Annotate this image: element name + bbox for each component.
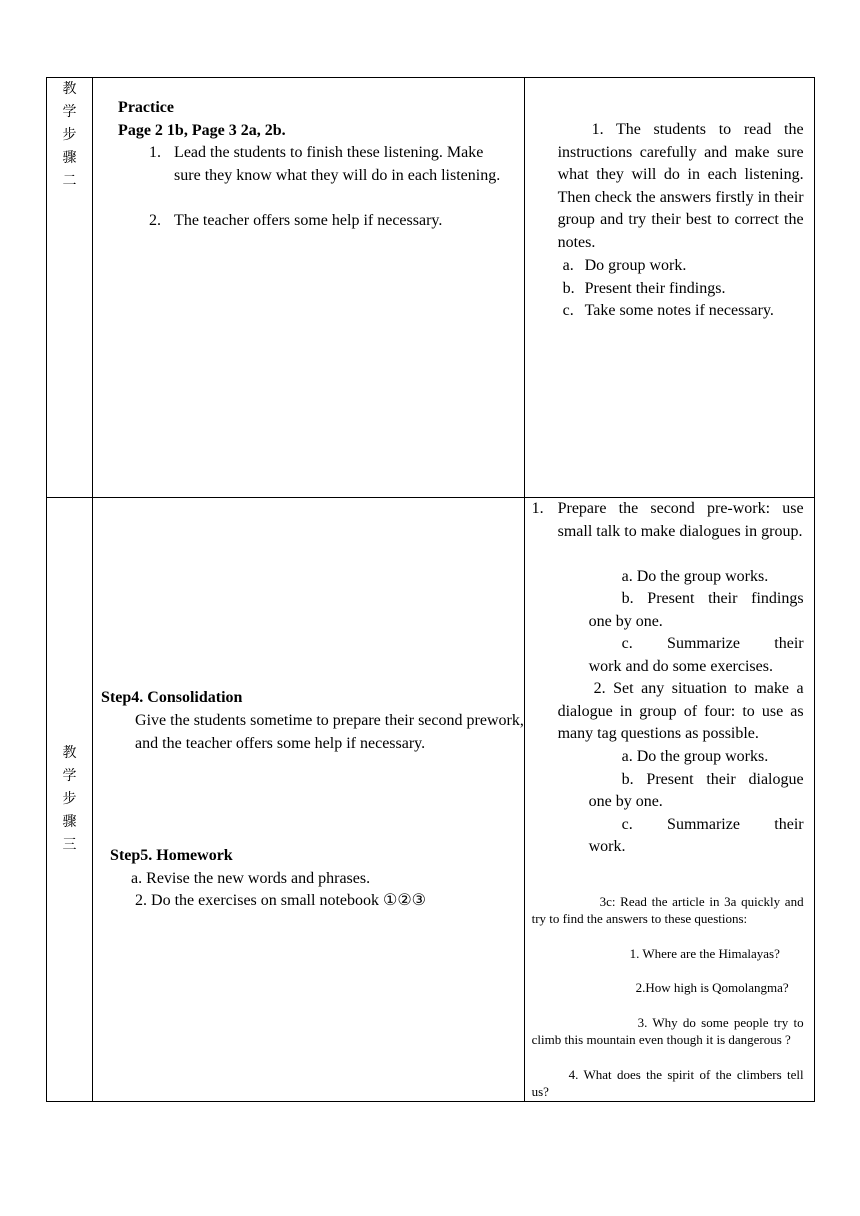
list-text: Present their findings. [584,280,726,297]
table-row [47,78,815,498]
label-char: 步 [62,791,77,807]
step4-heading: Step4. Consolidation [101,689,243,706]
sub-item-cont: one by one. [588,613,663,630]
sub-item: b. Present their dialogue [621,771,804,788]
list-text: Prepare the second pre-work: use small talk to make dialogues in group. [557,500,804,540]
label-char: 学 [62,768,77,784]
sub-item: c. Summarize their [621,635,804,652]
homework-item: 2. Do the exercises on small notebook ①②③ [135,892,427,909]
step-label-cell [47,498,93,1102]
label-char: 学 [62,104,77,120]
step4-text: Give the students sometime to prepare their second prework, and the teacher offers some help if necessary. [135,712,524,752]
lesson-plan-table [46,77,815,1102]
label-char: 教 [62,81,77,97]
question-item: 2.How high is Qomolangma? [635,980,789,995]
homework-item: a. Revise the new words and phrases. [131,870,371,887]
list-item [563,255,687,278]
sub-item: b. Present their findings [621,590,804,607]
list-number: 1. [149,144,162,161]
step-label-cell [47,78,93,498]
list-item [563,278,726,301]
teacher-activity-cell [93,498,525,1102]
list-number: 1. [531,500,544,517]
step-label [47,742,92,857]
sub-item: a. Do the group works. [621,568,769,585]
label-char: 骤 [62,150,77,166]
label-char: 骤 [62,814,77,830]
list-text: Take some notes if necessary. [584,302,774,319]
step-label [47,78,92,193]
list-text: Do group work. [584,257,687,274]
label-char: 步 [62,127,77,143]
list-letter: a. [562,257,574,274]
list-item [149,210,511,233]
label-char: 教 [62,745,77,761]
section-subheading: Page 2 1b, Page 3 2a, 2b. [118,122,286,139]
reading-task-intro: 3c: Read the article in 3a quickly and try to find the answers to these questions: [531,894,804,927]
question-item: 4. What does the spirit of the climbers tell us? [531,1067,804,1100]
question-item: 1. Where are the Himalayas? [629,946,780,961]
sub-item-cont: work and do some exercises. [588,658,773,675]
student-activity-cell [524,78,814,498]
student-activity-cell [524,498,814,1102]
list-letter: c. [562,302,574,319]
sub-item: a. Do the group works. [621,748,769,765]
student-instructions: 1. The students to read the instructions carefully and make sure what they will do in each listening. Then check the answers firstly in their group and try their best to correct the notes. [557,121,804,251]
sub-item-cont: one by one. [588,793,663,810]
label-char: 二 [62,173,77,189]
list-text: 2. Set any situation to make a dialogue in group of four: to use as many tag questions as possible. [557,680,804,743]
list-item [563,300,774,323]
section-heading: Practice [118,99,174,116]
table-row [47,498,815,1102]
teacher-activity-cell [93,78,525,498]
list-item [149,142,511,187]
list-text: Lead the students to finish these listening. Make sure they know what they will do in each listening. [174,144,501,184]
question-item: 3. Why do some people try to climb this mountain even though it is dangerous ? [531,1015,804,1048]
list-number: 2. [149,212,162,229]
list-letter: b. [562,280,575,297]
label-char: 三 [62,837,77,853]
sub-item-cont: work. [588,838,626,855]
step5-heading: Step5. Homework [110,847,233,864]
sub-item: c. Summarize their [621,816,804,833]
list-text: The teacher offers some help if necessary. [174,212,443,229]
